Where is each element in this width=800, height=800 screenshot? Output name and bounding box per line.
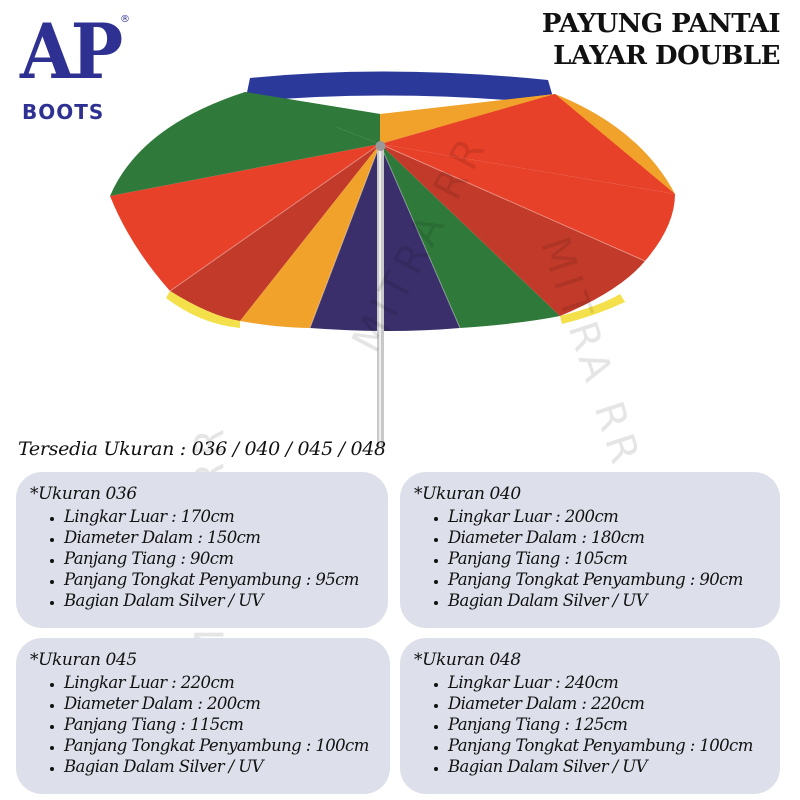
- registered-mark: ®: [120, 14, 130, 25]
- spec-item: • Lingkar Luar : 170cm: [64, 506, 374, 527]
- spec-item: • Diameter Dalam : 150cm: [64, 527, 374, 548]
- size-card-048: [400, 638, 780, 794]
- title-line-1: PAYUNG PANTAI: [541, 9, 780, 39]
- spec-item: • Panjang Tongkat Penyambung : 90cm: [448, 569, 766, 590]
- spec-list: [30, 506, 374, 611]
- spec-item: • Diameter Dalam : 200cm: [64, 693, 376, 714]
- spec-item: • Lingkar Luar : 240cm: [448, 672, 766, 693]
- spec-item: • Bagian Dalam Silver / UV: [64, 756, 376, 777]
- spec-item: • Panjang Tiang : 125cm: [448, 714, 766, 735]
- product-title: [480, 8, 780, 72]
- title-line-2: LAYAR DOUBLE: [553, 41, 780, 71]
- card-title: *Ukuran 040: [414, 484, 521, 504]
- spec-item: • Lingkar Luar : 220cm: [64, 672, 376, 693]
- spec-item: • Panjang Tiang : 115cm: [64, 714, 376, 735]
- canopy-top-blue: [245, 71, 555, 104]
- size-card-040: [400, 472, 780, 628]
- spec-item: • Diameter Dalam : 180cm: [448, 527, 766, 548]
- spec-item: • Panjang Tiang : 90cm: [64, 548, 374, 569]
- spec-item: • Panjang Tongkat Penyambung : 95cm: [64, 569, 374, 590]
- spec-item: • Panjang Tongkat Penyambung : 100cm: [64, 735, 376, 756]
- spec-list: [30, 672, 376, 777]
- card-title: *Ukuran 048: [414, 650, 521, 670]
- size-card-036: [16, 472, 388, 628]
- umbrella-image: [100, 66, 690, 456]
- logo-subtext: BOOTS: [22, 100, 105, 124]
- spec-item: • Diameter Dalam : 220cm: [448, 693, 766, 714]
- size-card-045: [16, 638, 390, 794]
- spec-item: • Bagian Dalam Silver / UV: [64, 590, 374, 611]
- spec-item: • Lingkar Luar : 200cm: [448, 506, 766, 527]
- spec-item: • Panjang Tongkat Penyambung : 100cm: [448, 735, 766, 756]
- card-title: *Ukuran 036: [30, 484, 137, 504]
- card-title: *Ukuran 045: [30, 650, 137, 670]
- spec-item: • Bagian Dalam Silver / UV: [448, 590, 766, 611]
- spec-item: • Panjang Tiang : 105cm: [448, 548, 766, 569]
- logo-letters: AP: [20, 7, 120, 96]
- spec-item: • Bagian Dalam Silver / UV: [448, 756, 766, 777]
- umbrella-apex: [376, 141, 386, 151]
- watermark-text: MITRA RR: [531, 231, 650, 475]
- available-sizes: Tersedia Ukuran : 036 / 040 / 045 / 048: [18, 438, 386, 460]
- spec-list: [414, 506, 766, 611]
- spec-list: [414, 672, 766, 777]
